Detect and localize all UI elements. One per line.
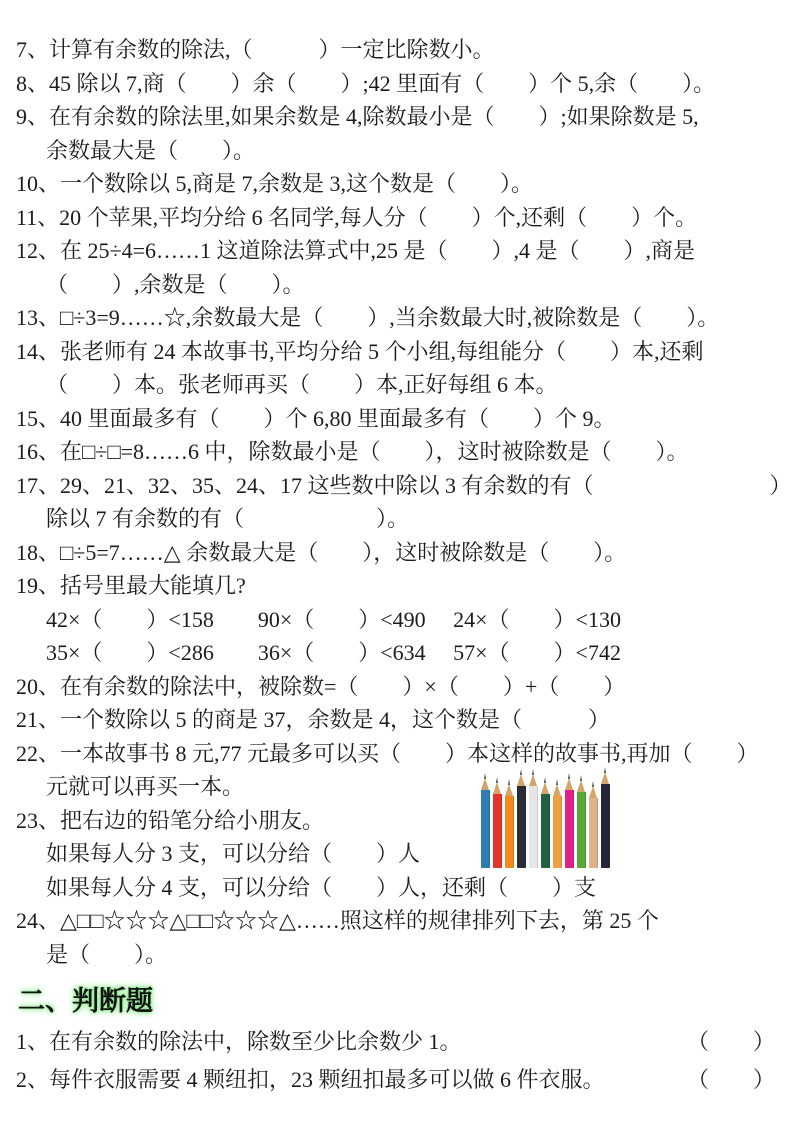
question-11: 11、20 个苹果,平均分给 6 名同学,每人分（ ）个,还剩（ ）个。 [16, 204, 698, 230]
question-13: 13、□÷3=9……☆,余数最大是（ ）,当余数最大时,被除数是（ ）。 [16, 305, 720, 330]
judgment-item-2-text: 2、每件衣服需要 4 颗纽扣，23 颗纽扣最多可以做 6 件衣服。 [16, 1066, 605, 1092]
pencil [517, 786, 526, 868]
question-18: 18、□÷5=7……△ 余数最大是（ ），这时被除数是（ ）。 [16, 539, 627, 565]
question-7: 7、计算有余数的除法,（ ）一定比除数小。 [16, 37, 495, 62]
pencil [577, 792, 586, 868]
question-19-row-1: 42×（ ）<158 90×（ ）<490 24×（ ）<130 [46, 606, 621, 632]
judgment-item-1-answer-blank: （ ） [686, 1029, 775, 1054]
judgment-list [16, 1023, 783, 1098]
question-14-line-2: （ ）本。张老师再买（ ）本,正好每组 6 本。 [46, 372, 558, 397]
question-12-line-1: 12、在 25÷4=6……1 这道除法算式中,25 是（ ）,4 是（ ）,商是 [16, 238, 695, 263]
pencil [541, 794, 550, 868]
question-24-line-2: 是（ ）。 [46, 941, 168, 967]
pencil [505, 796, 514, 868]
question-17-line-1: 17、29、21、32、35、24、17 这些数中除以 3 有余数的有（ ） [16, 472, 792, 498]
pencil [601, 784, 610, 868]
question-23-line-3: 如果每人分 4 支，可以分给（ ）人，还剩（ ）支 [46, 874, 597, 900]
question-22-line-1: 22、一本故事书 8 元,77 元最多可以买（ ）本这样的故事书,再加（ ） [16, 740, 759, 766]
question-10: 10、一个数除以 5,商是 7,余数是 3,这个数是（ ）。 [16, 171, 534, 196]
question-8: 8、45 除以 7,商（ ）余（ ）;42 里面有（ ）个 5,余（ ）。 [16, 70, 716, 96]
pencil [589, 798, 598, 868]
question-16: 16、在□÷□=8……6 中，除数最小是（ ），这时被除数是（ ）。 [16, 439, 689, 464]
judgment-section [16, 971, 783, 1098]
judgment-section-heading: 二、判断题 [18, 986, 153, 1016]
question-23-line-2: 如果每人分 3 支，可以分给（ ）人 [46, 841, 421, 866]
pencil [553, 796, 562, 868]
colored-pencils-image [481, 770, 621, 868]
question-9-line-2: 余数最大是（ ）。 [46, 137, 256, 163]
question-24-line-1: 24、△□□☆☆☆△□□☆☆☆△……照这样的规律排列下去，第 25 个 [16, 908, 659, 933]
question-19-prompt: 19、括号里最大能填几? [16, 573, 246, 598]
question-17-line-2: 除以 7 有余数的有（ ）。 [46, 506, 410, 531]
question-22-line-2: 元就可以再买一本。 [46, 774, 245, 799]
pencil [493, 794, 502, 868]
question-21: 21、一个数除以 5 的商是 37，余数是 4，这个数是（ ） [16, 707, 611, 732]
question-9-line-1: 9、在有余数的除法里,如果余数是 4,除数最小是（ ）;如果除数是 5, [16, 104, 699, 129]
judgment-item-2-answer-blank: （ ） [686, 1066, 775, 1092]
question-23-prompt: 23、把右边的铅笔分给小朋友。 [16, 807, 325, 833]
question-19-row-2: 35×（ ）<286 36×（ ）<634 57×（ ）<742 [46, 640, 621, 665]
pencil [481, 790, 490, 868]
question-12-line-2: （ ）,余数是（ ）。 [46, 271, 305, 297]
judgment-item-1-text: 1、在有余数的除法中，除数至少比余数少 1。 [16, 1029, 462, 1054]
fill-in-blank-questions-section [16, 33, 792, 971]
question-14-line-1: 14、张老师有 24 本故事书,平均分给 5 个小组,每组能分（ ）本,还剩 [16, 338, 704, 364]
judgment-item-2 [16, 1061, 775, 1099]
question-15: 15、40 里面最多有（ ）个 6,80 里面最多有（ ）个 9。 [16, 405, 616, 431]
judgment-item-1 [16, 1023, 775, 1061]
question-20: 20、在有余数的除法中，被除数=（ ）×（ ）+（ ） [16, 673, 626, 699]
pencil [529, 786, 538, 868]
pencil [565, 790, 574, 868]
